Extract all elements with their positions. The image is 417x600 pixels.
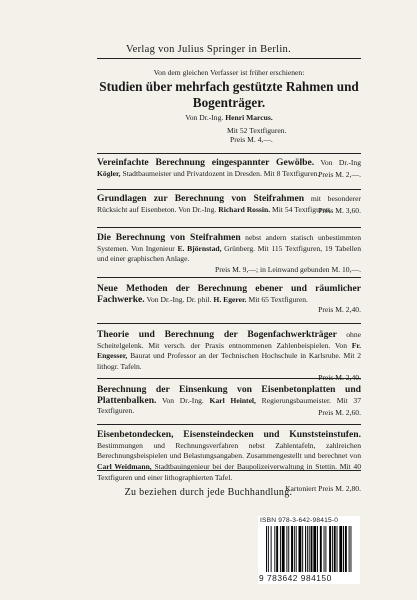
barcode-bar	[309, 526, 310, 572]
barcode-bar	[334, 526, 336, 572]
barcode-bar	[302, 526, 303, 572]
barcode-bar	[271, 526, 272, 572]
book-entry	[97, 153, 361, 179]
book-price: Preis M. 3,60.	[318, 206, 361, 216]
barcode-bar	[305, 526, 306, 572]
book-price: Preis M. 2,60.	[318, 408, 361, 418]
ean-digits: 9 783642 984150	[259, 573, 332, 583]
book-entry	[97, 227, 361, 274]
barcode-bar	[266, 526, 267, 572]
barcode-bar	[276, 526, 278, 572]
footer-line: Zu beziehen durch jede Buchhandlung.	[124, 487, 293, 498]
intro-title: Studien über mehrfach gestützte Rahmen und Bogenträger.	[99, 79, 359, 110]
book-price: Preis M. 9,—; in Leinwand gebunden M. 10,—.	[215, 265, 361, 275]
barcode-bar	[325, 526, 326, 572]
barcode-bar	[350, 526, 351, 572]
barcode-bar	[320, 526, 322, 572]
barcode-bar	[296, 526, 297, 572]
barcode-bar	[317, 526, 318, 572]
barcode-bar	[268, 526, 269, 572]
barcode-bar	[294, 526, 295, 572]
barcode-bar	[307, 526, 308, 572]
barcode-bar	[298, 526, 301, 572]
intro-author: Von Dr.-Ing. Henri Marcus.	[185, 113, 273, 123]
barcode-bar	[349, 526, 350, 572]
intro-block	[97, 68, 361, 145]
book-description: Theorie und Berechnung der Bogenfachwerkträger ohne Scheitelgelenk. Mit versch. der Praxis entnommenen Zahlenbeispielen. Von Fr. Engesser, Baurat und Professor an der Technischen Hochschule in Karlsruhe. Mit 2 lithogr. Tafeln.	[97, 329, 362, 372]
book-entry	[97, 424, 361, 493]
isbn-label: ISBN 978-3-642-98415-0	[260, 517, 339, 524]
book-description: Vereinfachte Berechnung eingespannter Gewölbe. Von Dr.-Ing Kögler, Stadtbaumeister und Privatdozent in Dresden. Mit 8 Textfiguren.	[97, 157, 361, 178]
barcode-bar	[313, 526, 316, 572]
barcode-bar	[280, 526, 281, 572]
barcode-bar	[286, 526, 287, 572]
intro-author-name: Henri Marcus.	[225, 113, 273, 123]
barcode-bar	[291, 526, 293, 572]
book-description: Eisenbetondecken, Eisensteindecken und Kunststeinstufen. Bestimmungen und Rechnungsverfahren nebst Zahlentafeln, zahlreichen Berechnungsbeispielen und Belastungsangaben. Zusammengestellt und berechnet von Carl Weidmann, Stadtbauingenieur bei der Baupolizeiverwaltung in Stettin. Mit 40 Textfiguren und einer lithographierten Tafel.	[97, 429, 361, 482]
book-price: Preis M. 2,40.	[318, 372, 361, 382]
intro-price: Preis M. 4,—.	[230, 135, 273, 145]
book-description: Die Berechnung von Steifrahmen nebst andern statisch unbestimmten Systemen. Von Ingenieur E. Björnstad, Grünberg. Mit 115 Textfiguren, 19 Tabellen und einer graphischen Anlage.	[97, 232, 362, 264]
book-price: Preis M. 2,40.	[318, 305, 361, 315]
intro-figures: Mit 52 Textfiguren.	[227, 125, 287, 135]
barcode-bar	[339, 526, 342, 572]
barcode-bar	[332, 526, 333, 572]
barcode-bar	[329, 526, 331, 572]
book-entry	[97, 189, 361, 215]
book-description: Grundlagen zur Berechnung von Steifrahmen mit besonderer Rücksicht auf Eisenbeton. Von Dr.-Ing. Richard Rossin. Mit 54 Textfiguren.	[97, 193, 361, 214]
book-price: Kartoniert Preis M. 2,80.	[285, 483, 361, 493]
barcode-bar	[324, 526, 325, 572]
book-description: Berechnung der Einsenkung von Eisenbetonplatten und Plattenbalken. Von Dr.-Ing. Karl Heintel, Regierungsbaumeister. Mit 37 Textfiguren.	[97, 384, 361, 416]
book-entry	[97, 277, 361, 314]
publisher-line: Verlag von Julius Springer in Berlin.	[125, 44, 292, 55]
book-entry	[97, 378, 361, 417]
book-entry	[97, 323, 361, 382]
barcode-bar	[311, 526, 313, 572]
book-description: Neue Methoden der Berechnung ebener und räumlicher Fachwerke. Von Dr.-Ing. Dr. phil. H. Egerer. Mit 65 Textfiguren.	[97, 283, 361, 305]
barcode-icon	[266, 526, 356, 572]
barcode-bar	[282, 526, 285, 572]
intro-line: Von dem gleichen Verfasser ist früher erschienen:	[153, 68, 305, 77]
isbn-barcode-box	[258, 516, 360, 584]
barcode-bar	[288, 526, 289, 572]
barcode-bar	[274, 526, 275, 572]
barcode-bar	[337, 526, 338, 572]
barcode-bar	[345, 526, 347, 572]
book-price: Preis M. 2,—.	[318, 170, 361, 180]
barcode-bar	[343, 526, 344, 572]
